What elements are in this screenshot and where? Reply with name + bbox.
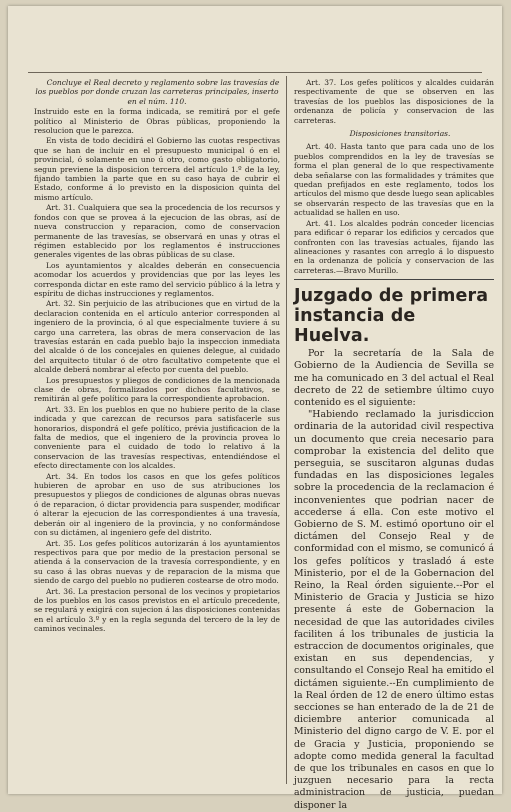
left-column: [34, 78, 280, 790]
header-rule: [28, 72, 482, 73]
paragraph: "Habiendo reclamado la jurisdiccion ordinaria de la autoridad civil respectiva un documento que creia necesario para comprobar la existencia del delito que perseguia, se suscitaron algunas dudas fundadas en las disposiciones legales sobre la procedencia de la reclamacion é inconvenientes que podrian nacer de accederse á ella. Con este motivo el Gobierno de S. M. estimó oportuno oir el dictámen del Consejo Real y de conformidad con el mismo, se comunicó á los gefes políticos y trasladó á este Ministerio, por el de la Gobernacion del Reino, la Real órden siguiente.--Por el Ministerio de Gracia y Justicia se hizo presente á este de Gobernacion la necesidad de que las autoridades civiles faciliten á los tribunales de justicia la estraccion de documentos originales, que existan en sus dependencias, y consultando el Consejo Real ha emitido el dictámen siguiente.--En cumplimiento de la Real órden de 12 de enero último estas secciones se han enterado de la de 21 de diciembre anterior comunicada al Ministerio del digno cargo de V. E. por el de Gracia y Justicia, proponiendo se adopte como medida general la facultad de que los tribunales en casos en que lo juzguen necesario para la recta administracion de justicia, puedan disponer la: [294, 409, 494, 811]
decree-heading: Concluye el Real decreto y reglamento sobre las travesías de los pueblos por donde cruzan las carreteras principales, inserto en el núm. 110.: [35, 78, 280, 106]
article-33: Art. 33. En los pueblos en que no hubiere perito de la clase indicada y que carezcan de recursos para satisfacerle sus honorarios, dispondrá el gefe político, prévia justificacion de la falta de medios, que el ingeniero de la provincia provea lo conveniente para el cuidado de todo lo relativo á la conservacion de las travesías respectivas, entendiéndose el efecto directamente con los alcaldes.: [34, 404, 280, 471]
article-41: Art. 41. Los alcaldes podrán conceder licencias para edificar ó reparar los edificios y cercados que confronten con las travesías actuales, fijando las alineaciones y rasantes con arreglo á lo dispuesto en la ordenanza de policía y conservacion de las carreteras.—Bravo Murillo.: [294, 218, 494, 275]
article-40: Art. 40. Hasta tanto que para cada uno de los pueblos comprendidos en la ley de travesías se forma el plan general de lo que respectivamente deba señalarse con las formalidades y trámites que quedan prefijados en este reglamento, todos los artículos del mismo que desde luego sean aplicables se observarán respecto de las travesías que en la actualidad se hallen en uso.: [294, 142, 494, 218]
article-37: Art. 37. Los gefes políticos y alcaldes cuidarán respectivamente de que se observen en las travesías de los pueblos las disposiciones de la ordenanza de policía y conservacion de las carreteras.: [294, 78, 494, 125]
article-35: Art. 35. Los gefes políticos autorizarán á los ayuntamientos respectivos para que por medio de la prestacion personal se atienda á la conservacion de la travesía correspondiente, y en su caso á las obras nuevas y de reparacion de la misma que siendo de cargo del pueblo no pudieren costearse de otro modo.: [34, 538, 280, 586]
paragraph: En vista de todo decidirá el Gobierno las cuotas respectivas que se han de incluir en el presupuesto municipal ó en el provincial, ó solamente en uno ú otro, como gasto obligatorio, segun previene la disposicion tercera del artículo 1.º de la ley, fijando tambien la parte que en su caso haya de cubrir el Estado, conforme á lo previsto en la disposicion quinta del mismo artículo.: [34, 136, 280, 202]
newspaper-page: [8, 6, 502, 811]
paragraph: Los ayuntamientos y alcaldes deberán en consecuencia acomodar los acuerdos y providencias que por las leyes les corresponda dictar en este ramo del servicio público á la letra y espíritu de dichas instrucciones y reglamentos.: [34, 260, 280, 298]
right-column: [294, 78, 494, 811]
article-36: Art. 36. La prestacion personal de los vecinos y propietarios de los pueblos en los casos previstos en el artículo precedente, se regulará y exigirá con sujecion á las disposiciones contenidas en el artículo 3.º y en la regla segunda del tercero de la ley de caminos vecinales.: [34, 586, 280, 634]
column-divider: [286, 76, 287, 784]
paragraph: Por la secretaría de la Sala de Gobierno de la Audiencia de Sevilla se me ha comunicado en 3 del actual el Real decreto de 22 de setiembre último cuyo contenido es el siguiente:: [294, 348, 494, 408]
transitory-heading: Disposiciones transitorias.: [349, 129, 451, 139]
article-32: Art. 32. Sin perjuicio de las atribuciones que en virtud de la declaracion contenida en el artículo anterior corresponden al ingeniero de la provincia, ó al que especialmente tuviere á su cargo una carretera, las obras de mera conservacion de las travesías estarán en cada pueblo bajo la inspeccion inmediata del alcalde ó de los concejales en quienes delegue, al cuidado del arquitecto titular ó de otro facultativo competente que el alcalde deberá nombrar al efecto por cuenta del pueblo.: [34, 299, 280, 375]
article-34: Art. 34. En todos los casos en que los gefes políticos hubieren de aprobar en uso de sus atribuciones los presupuestos y pliegos de condiciones de algunas obras nuevas ó de reparacion, ó dictar providencia para suspender, modificar ó alterar la ejecucion de las correspondientes á una travesía, deberán oir al ingeniero de la provincia, y no conformándose con su dictámen, al ingeniero gefe del distrito.: [34, 471, 280, 538]
court-title: Juzgado de primera instancia de Huelva.: [294, 286, 489, 347]
article-31: Art. 31. Cualquiera que sea la procedencia de los recursos y fondos con que se provea á la ejecucion de las obras, así de nueva construccion y reparacion, como de conservacion permanente de las travesías, se observará en unas y otras el régimen establecido por los reglamentos é instrucciones generales vigentes de las obras públicas de su clase.: [34, 203, 280, 260]
paragraph: Instruido este en la forma indicada, se remitirá por el gefe político al Ministerio de Obras públicas, proponiendo la resolucion que le parezca.: [34, 107, 280, 136]
paragraph: Los presupuestos y pliegos de condiciones de la mencionada clase de obras, formalizados por dichos facultativos, se remitirán al gefe político para la correspondiente aprobacion.: [34, 375, 280, 404]
court-notice: [294, 348, 494, 812]
section-rule: [294, 279, 494, 280]
